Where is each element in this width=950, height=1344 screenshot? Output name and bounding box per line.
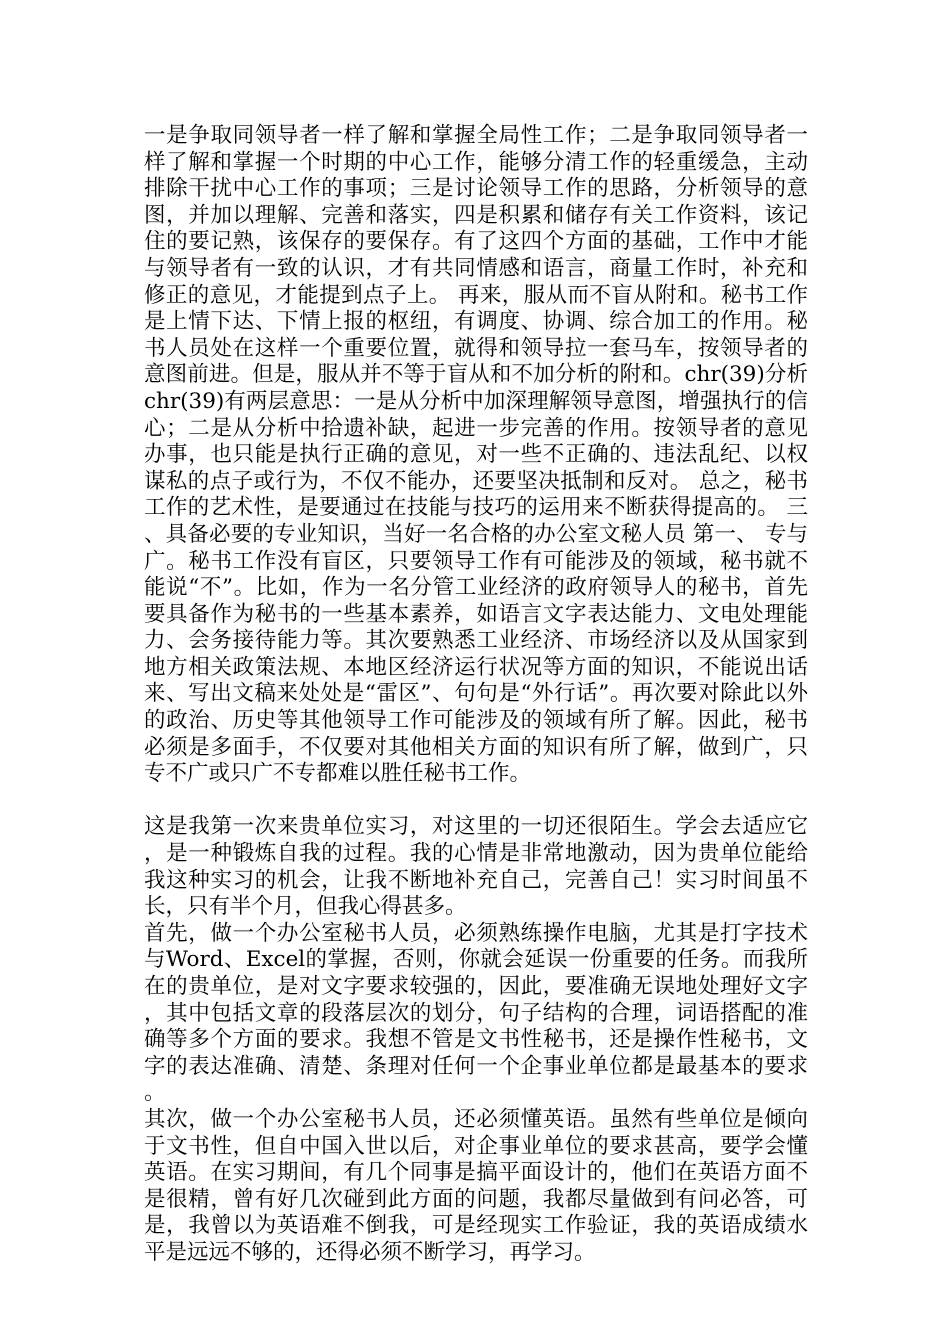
paragraph-internship-intro: 这是我第一次来贵单位实习，对这里的一切还很陌生。学会去适应它，是一种锻炼自我的过程。我的心情是非常地激动，因为贵单位能给我这种实习的机会，让我不断地补充自己，完善自己！实习时间虽不长，只有半个月，但我心得甚多。 — [144, 814, 808, 920]
paragraph-computer-skills: 首先，做一个办公室秘书人员，必须熟练操作电脑，尤其是打字技术与Word、Excel的掌握，否则，你就会延误一份重要的任务。而我所在的贵单位，是对文字要求较强的，因此，要准确无误地处理好文字，其中包括文章的段落层次的划分，句子结构的合理，词语搭配的准确等多个方面的要求。我想不管是文书性秘书，还是操作性秘书，文字的表达准确、清楚、条理对任何一个企事业单位都是最基本的要求。 — [144, 920, 808, 1106]
document-body — [144, 123, 808, 1267]
paragraph-spacer — [144, 788, 808, 815]
paragraph-secretary-skills: 一是争取同领导者一样了解和掌握全局性工作；二是争取同领导者一样了解和掌握一个时期的中心工作，能够分清工作的轻重缓急，主动排除干扰中心工作的事项；三是讨论领导工作的思路，分析领导的意图，并加以理解、完善和落实，四是积累和储存有关工作资料，该记住的要记熟，该保存的要保存。有了这四个方面的基础，工作中才能与领导者有一致的认识，才有共同情感和语言，商量工作时，补充和修正的意见，才能提到点子上。 再来，服从而不盲从附和。秘书工作是上情下达、下情上报的枢纽，有调度、协调、综合加工的作用。秘书人员处在这样一个重要位置，就得和领导拉一套马车，按领导者的意图前进。但是，服从并不等于盲从和不加分析的附和。chr(39)分析chr(39)有两层意思：一是从分析中加深理解领导意图，增强执行的信心；二是从分析中拾遗补缺，起进一步完善的作用。按领导者的意见办事，也只能是执行正确的意见，对一些不正确的、违法乱纪、以权谋私的点子或行为，不仅不能办，还要坚决抵制和反对。 总之，秘书工作的艺术性，是要通过在技能与技巧的运用来不断获得提高的。 三、具备必要的专业知识，当好一名合格的办公室文秘人员 第一、 专与广。秘书工作没有盲区，只要领导工作有可能涉及的领域，秘书就不能说“不”。比如，作为一名分管工业经济的政府领导人的秘书，首先要具备作为秘书的一些基本素养，如语言文字表达能力、文电处理能力、会务接待能力等。其次要熟悉工业经济、市场经济以及从国家到地方相关政策法规、本地区经济运行状况等方面的知识，不能说出话来、写出文稿来处处是“雷区”、句句是“外行话”。再次要对除此以外的政治、历史等其他领导工作可能涉及的领域有所了解。因此，秘书必须是多面手，不仅要对其他相关方面的知识有所了解，做到广，只专不广或只广不专都难以胜任秘书工作。 — [144, 123, 808, 787]
paragraph-english-skills: 其次，做一个办公室秘书人员，还必须懂英语。虽然有些单位是倾向于文书性，但自中国入世以后，对企事业单位的要求甚高，要学会懂英语。在实习期间，有几个同事是搞平面设计的，他们在英语方面不是很精，曾有好几次碰到此方面的问题，我都尽量做到有问必答，可是，我曾以为英语难不倒我，可是经现实工作验证，我的英语成绩水平是远远不够的，还得必须不断学习，再学习。 — [144, 1106, 808, 1265]
